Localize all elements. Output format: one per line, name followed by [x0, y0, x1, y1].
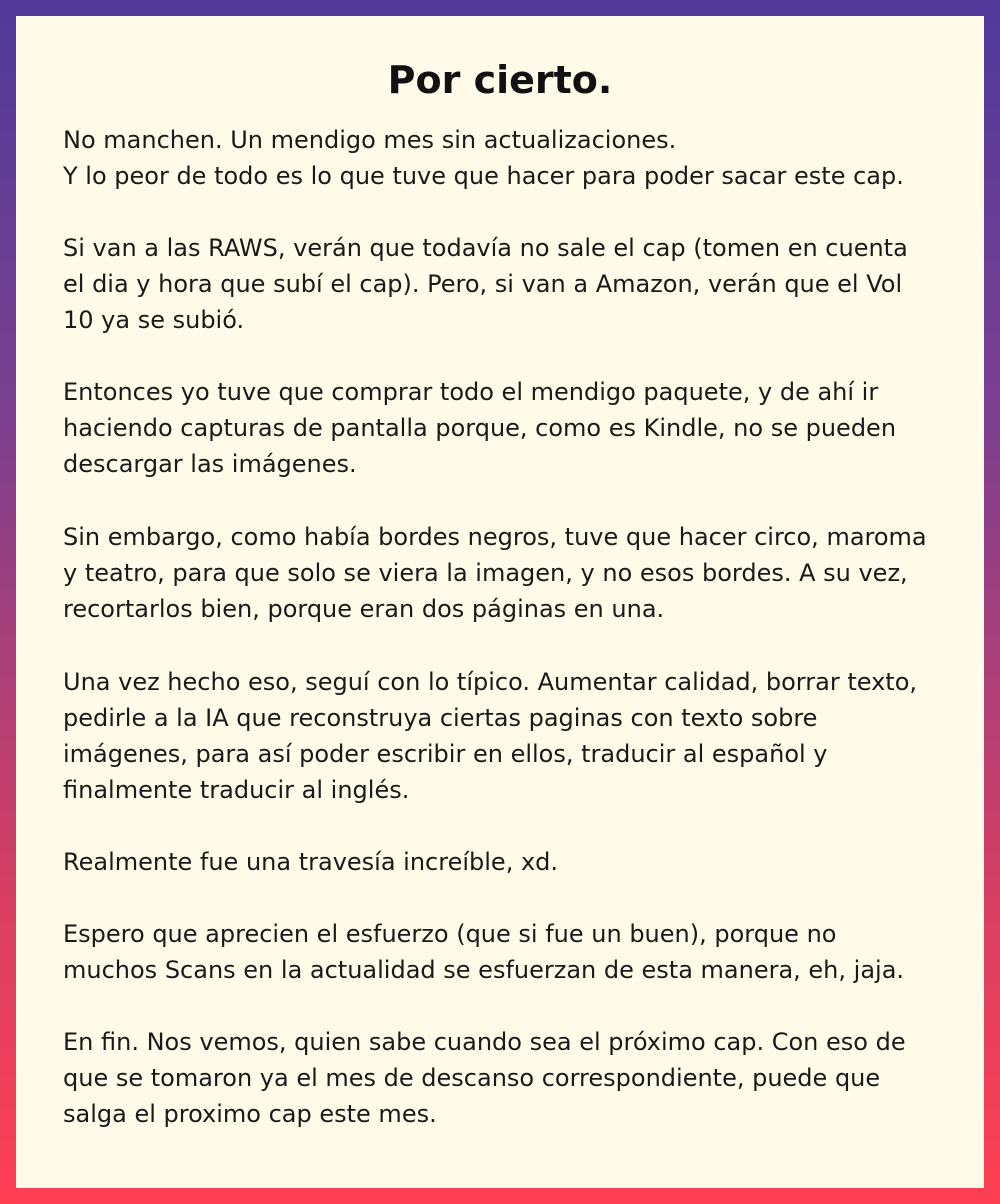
paragraph-7 — [63, 916, 953, 988]
text-line: recortarlos bien, porque eran dos páginas en una. — [63, 595, 665, 623]
paragraph-6 — [63, 844, 953, 880]
text-line: Y lo peor de todo es lo que tuve que hacer para poder sacar este cap. — [63, 162, 904, 190]
paragraph-4 — [63, 519, 953, 627]
text-line: imágenes, para así poder escribir en ellos, traducir al español y — [63, 740, 828, 768]
text-line: Si van a las RAWS, verán que todavía no sale el cap (tomen en cuenta — [63, 234, 908, 262]
text-line: 10 ya se subió. — [63, 306, 245, 334]
text-line: y teatro, para que solo se viera la imagen, y no esos bordes. A su vez, — [63, 559, 908, 587]
text-line: Entonces yo tuve que comprar todo el mendigo paquete, y de ahí ir — [63, 378, 879, 406]
paragraph-8 — [63, 1024, 953, 1132]
text-line: Una vez hecho eso, seguí con lo típico. Aumentar calidad, borrar texto, — [63, 668, 918, 696]
text-line: No manchen. Un mendigo mes sin actualizaciones. — [63, 126, 677, 154]
text-line: salga el proximo cap este mes. — [63, 1100, 437, 1128]
note-card — [16, 16, 984, 1188]
text-line: haciendo capturas de pantalla porque, como es Kindle, no se pueden — [63, 414, 897, 442]
text-line: Espero que aprecien el esfuerzo (que si fue un buen), porque no — [63, 920, 837, 948]
text-line: que se tomaron ya el mes de descanso correspondiente, puede que — [63, 1064, 881, 1092]
paragraph-5 — [63, 664, 953, 808]
paragraph-2 — [63, 230, 953, 338]
text-line: finalmente traducir al inglés. — [63, 776, 410, 804]
text-line: el dia y hora que subí el cap). Pero, si van a Amazon, verán que el Vol — [63, 270, 903, 298]
text-line: En fin. Nos vemos, quien sabe cuando sea el próximo cap. Con eso de — [63, 1028, 906, 1056]
text-line: Realmente fue una travesía increíble, xd. — [63, 848, 559, 876]
text-line: pedirle a la IA que reconstruya ciertas paginas con texto sobre — [63, 704, 818, 732]
text-line: Sin embargo, como había bordes negros, tuve que hacer circo, maroma — [63, 523, 927, 551]
paragraph-3 — [63, 374, 953, 482]
text-line: muchos Scans en la actualidad se esfuerzan de esta manera, eh, jaja. — [63, 956, 905, 984]
paragraph-1 — [63, 122, 953, 194]
page-title: Por cierto. — [387, 58, 613, 102]
text-line: descargar las imágenes. — [63, 450, 357, 478]
